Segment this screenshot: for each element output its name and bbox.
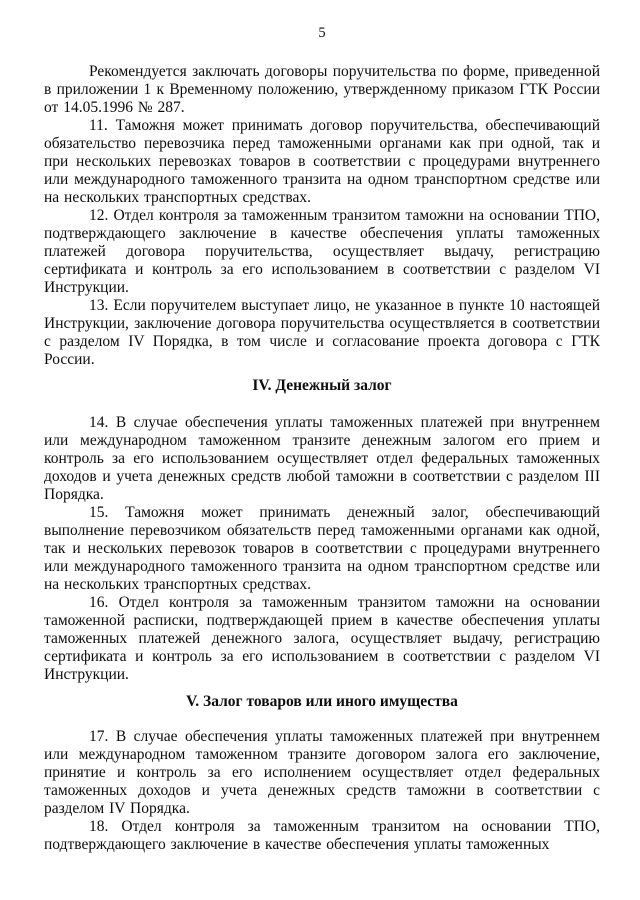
paragraph-18: 18. Отдел контроля за таможенным транзитом на основании ТПО, подтверждающего заключение в качестве обеспечения уплаты таможенных bbox=[44, 818, 600, 853]
paragraph-17: 17. В случае обеспечения уплаты таможенных платежей при внутреннем или международном таможенном транзите договором залога его заключение, принятие и контроль за его исполнением осуществляет отдел федеральных таможенных доходов и учета денежных средств таможни в соответствии с разделом IV Порядка. bbox=[44, 728, 600, 817]
paragraph-14: 14. В случае обеспечения уплаты таможенных платежей при внутреннем или международном таможенном транзите денежным залогом его прием и контроль за его использованием осуществляет отдел федеральных таможенных доходов и учета денежных средств любой таможни в соответствии с разделом III Порядка. bbox=[44, 414, 600, 503]
section-heading-v-goods-pledge: V. Залог товаров или иного имущества bbox=[186, 693, 458, 710]
paragraph-12: 12. Отдел контроля за таможенным транзитом таможни на основании ТПО, подтверждающего заключение в качестве обеспечения уплаты таможенных платежей договора поручительства, осуществляет выдачу, регистрацию сертификата и контроль за его использованием в соответствии с разделом VI Инструкции. bbox=[44, 207, 600, 296]
page-number: 5 bbox=[318, 25, 326, 41]
section-heading-iv-money-pledge: IV. Денежный залог bbox=[252, 377, 392, 394]
paragraph-13: 13. Если поручителем выступает лицо, не указанное в пункте 10 настоящей Инструкции, заключение договора поручительства осуществляется в соответствии с разделом IV Порядка, в том числе и согласование проекта договора с ГТК России. bbox=[44, 297, 600, 368]
paragraph-11: 11. Таможня может принимать договор поручительства, обеспечивающий обязательство перевозчика перед таможенными органами как при одной, так и при нескольких перевозках товаров в соответствии с процедурами внутреннего или международного таможенного транзита на одном транспортном средстве или на нескольких транспортных средствах. bbox=[44, 117, 600, 206]
paragraph-16: 16. Отдел контроля за таможенным транзитом таможни на основании таможенной расписки, подтверждающей прием в качестве обеспечения уплаты таможенных платежей денежного залога, осуществляет выдачу, регистрацию сертификата и контроль за его использованием в соответствии с разделом VI Инструкции. bbox=[44, 594, 600, 683]
paragraph-15: 15. Таможня может принимать денежный залог, обеспечивающий выполнение перевозчиком обязательств перед таможенными органами как одной, так и нескольких перевозок товаров в соответствии с процедурами внутреннего или международного таможенного транзита на одном транспортном средстве или на нескольких транспортных средствах. bbox=[44, 504, 600, 593]
paragraph-intro: Рекомендуется заключать договоры поручительства по форме, приведенной в приложении 1 к Временному положению, утвержденному приказом ГТК России от 14.05.1996 № 287. bbox=[44, 63, 600, 116]
